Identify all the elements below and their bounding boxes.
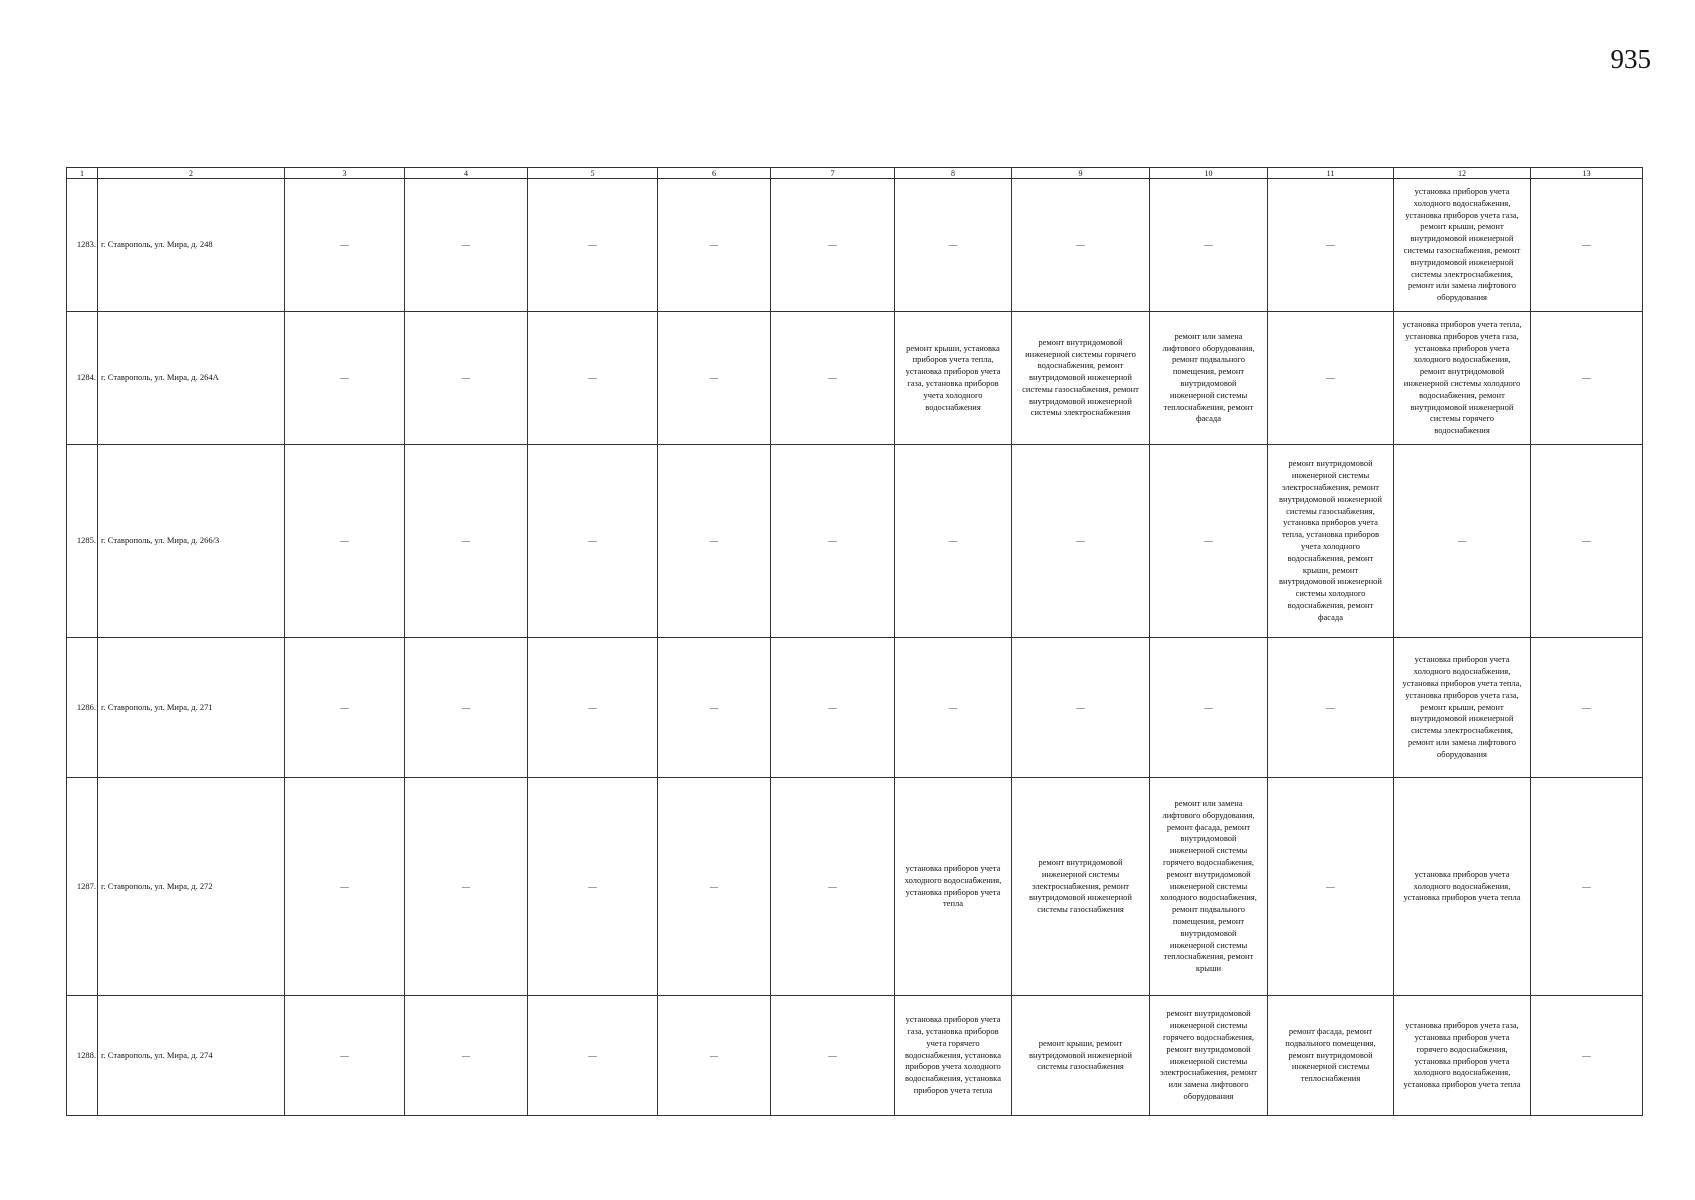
table-row bbox=[67, 778, 1643, 996]
empty-dash-cell: — bbox=[658, 179, 771, 312]
empty-dash-cell: — bbox=[1268, 638, 1394, 778]
empty-dash-cell: — bbox=[285, 638, 405, 778]
empty-dash-cell: — bbox=[528, 778, 658, 996]
column-number-header: 11 bbox=[1268, 168, 1394, 179]
works-cell: установка приборов учета газа, установка приборов учета горячего водоснабжения, установка приборов учета холодного водоснабжения, установка приборов учета тепла bbox=[895, 996, 1012, 1116]
capital-repair-table bbox=[66, 167, 1643, 1116]
empty-dash-cell: — bbox=[405, 179, 528, 312]
empty-dash-cell: — bbox=[1012, 179, 1150, 312]
works-cell: ремонт внутридомовой инженерной системы электроснабжения, ремонт внутридомовой инженерной системы газоснабжения bbox=[1012, 778, 1150, 996]
empty-dash-cell: — bbox=[1012, 445, 1150, 638]
empty-dash-cell: — bbox=[658, 996, 771, 1116]
empty-dash-cell: — bbox=[528, 312, 658, 445]
empty-dash-cell: — bbox=[1531, 312, 1643, 445]
empty-dash-cell: — bbox=[1268, 179, 1394, 312]
empty-dash-cell: — bbox=[1150, 445, 1268, 638]
row-number: 1285. bbox=[67, 445, 98, 638]
empty-dash-cell: — bbox=[528, 445, 658, 638]
empty-dash-cell: — bbox=[1394, 445, 1531, 638]
empty-dash-cell: — bbox=[528, 638, 658, 778]
empty-dash-cell: — bbox=[1531, 996, 1643, 1116]
table-body bbox=[67, 179, 1643, 1116]
works-cell: установка приборов учета тепла, установка приборов учета газа, установка приборов учета холодного водоснабжения, ремонт внутридомовой инженерной системы холодного водоснабжения, ремонт внутридомовой инженерной системы горячего водоснабжения bbox=[1394, 312, 1531, 445]
works-cell: установка приборов учета холодного водоснабжения, установка приборов учета тепла, установка приборов учета газа, ремонт крыши, ремонт внутридомовой инженерной системы электроснабжения, ремонт или замена лифтового оборудования bbox=[1394, 638, 1531, 778]
column-number-header: 8 bbox=[895, 168, 1012, 179]
empty-dash-cell: — bbox=[1268, 778, 1394, 996]
works-cell: ремонт внутридомовой инженерной системы горячего водоснабжения, ремонт внутридомовой инженерной системы электроснабжения, ремонт или замена лифтового оборудования bbox=[1150, 996, 1268, 1116]
works-cell: ремонт или замена лифтового оборудования, ремонт подвального помещения, ремонт внутридомовой инженерной системы теплоснабжения, ремонт фасада bbox=[1150, 312, 1268, 445]
empty-dash-cell: — bbox=[771, 638, 895, 778]
empty-dash-cell: — bbox=[658, 638, 771, 778]
empty-dash-cell: — bbox=[285, 312, 405, 445]
column-number-header: 7 bbox=[771, 168, 895, 179]
empty-dash-cell: — bbox=[1531, 638, 1643, 778]
page-number: 935 bbox=[1610, 44, 1651, 74]
empty-dash-cell: — bbox=[405, 445, 528, 638]
empty-dash-cell: — bbox=[405, 638, 528, 778]
works-cell: ремонт внутридомовой инженерной системы электроснабжения, ремонт внутридомовой инженерной системы газоснабжения, установка приборов учета тепла, установка приборов учета холодного водоснабжения, ремонт крыши, ремонт внутридомовой инженерной системы холодного водоснабжения, ремонт фасада bbox=[1268, 445, 1394, 638]
row-number: 1287. bbox=[67, 778, 98, 996]
address-cell: г. Ставрополь, ул. Мира, д. 272 bbox=[98, 778, 285, 996]
column-number-header: 2 bbox=[98, 168, 285, 179]
works-cell: установка приборов учета холодного водоснабжения, установка приборов учета газа, ремонт крыши, ремонт внутридомовой инженерной системы газоснабжения, ремонт внутридомовой инженерной системы электроснабжения, ремонт или замена лифтового оборудования bbox=[1394, 179, 1531, 312]
empty-dash-cell: — bbox=[658, 778, 771, 996]
column-number-header: 13 bbox=[1531, 168, 1643, 179]
empty-dash-cell: — bbox=[771, 996, 895, 1116]
column-number-header: 12 bbox=[1394, 168, 1531, 179]
works-cell: установка приборов учета газа, установка приборов учета горячего водоснабжения, установка приборов учета холодного водоснабжения, установка приборов учета тепла bbox=[1394, 996, 1531, 1116]
works-cell: установка приборов учета холодного водоснабжения, установка приборов учета тепла bbox=[1394, 778, 1531, 996]
address-cell: г. Ставрополь, ул. Мира, д. 264А bbox=[98, 312, 285, 445]
works-cell: ремонт фасада, ремонт подвального помещения, ремонт внутридомовой инженерной системы теплоснабжения bbox=[1268, 996, 1394, 1116]
row-number: 1288. bbox=[67, 996, 98, 1116]
empty-dash-cell: — bbox=[895, 445, 1012, 638]
empty-dash-cell: — bbox=[285, 179, 405, 312]
address-cell: г. Ставрополь, ул. Мира, д. 266/3 bbox=[98, 445, 285, 638]
empty-dash-cell: — bbox=[1531, 179, 1643, 312]
column-number-header: 3 bbox=[285, 168, 405, 179]
empty-dash-cell: — bbox=[528, 179, 658, 312]
empty-dash-cell: — bbox=[1150, 638, 1268, 778]
empty-dash-cell: — bbox=[895, 638, 1012, 778]
address-cell: г. Ставрополь, ул. Мира, д. 271 bbox=[98, 638, 285, 778]
column-number-header: 10 bbox=[1150, 168, 1268, 179]
empty-dash-cell: — bbox=[771, 312, 895, 445]
address-cell: г. Ставрополь, ул. Мира, д. 248 bbox=[98, 179, 285, 312]
empty-dash-cell: — bbox=[658, 312, 771, 445]
column-number-header: 5 bbox=[528, 168, 658, 179]
works-cell: ремонт крыши, ремонт внутридомовой инженерной системы газоснабжения bbox=[1012, 996, 1150, 1116]
table-row bbox=[67, 638, 1643, 778]
empty-dash-cell: — bbox=[1531, 445, 1643, 638]
row-number: 1283. bbox=[67, 179, 98, 312]
empty-dash-cell: — bbox=[285, 778, 405, 996]
column-number-row bbox=[67, 168, 1643, 179]
empty-dash-cell: — bbox=[658, 445, 771, 638]
works-cell: ремонт или замена лифтового оборудования, ремонт фасада, ремонт внутридомовой инженерной системы горячего водоснабжения, ремонт внутридомовой инженерной системы холодного водоснабжения, ремонт подвального помещения, ремонт внутридомовой инженерной системы теплоснабжения, ремонт крыши bbox=[1150, 778, 1268, 996]
row-number: 1286. bbox=[67, 638, 98, 778]
column-number-header: 6 bbox=[658, 168, 771, 179]
table-row bbox=[67, 179, 1643, 312]
column-number-header: 9 bbox=[1012, 168, 1150, 179]
empty-dash-cell: — bbox=[1268, 312, 1394, 445]
empty-dash-cell: — bbox=[771, 778, 895, 996]
table-row bbox=[67, 996, 1643, 1116]
table-row bbox=[67, 312, 1643, 445]
row-number: 1284. bbox=[67, 312, 98, 445]
empty-dash-cell: — bbox=[1531, 778, 1643, 996]
empty-dash-cell: — bbox=[1012, 638, 1150, 778]
column-number-header: 4 bbox=[405, 168, 528, 179]
empty-dash-cell: — bbox=[771, 445, 895, 638]
column-number-header: 1 bbox=[67, 168, 98, 179]
empty-dash-cell: — bbox=[405, 996, 528, 1116]
empty-dash-cell: — bbox=[285, 996, 405, 1116]
address-cell: г. Ставрополь, ул. Мира, д. 274 bbox=[98, 996, 285, 1116]
empty-dash-cell: — bbox=[771, 179, 895, 312]
empty-dash-cell: — bbox=[1150, 179, 1268, 312]
empty-dash-cell: — bbox=[895, 179, 1012, 312]
empty-dash-cell: — bbox=[405, 312, 528, 445]
empty-dash-cell: — bbox=[528, 996, 658, 1116]
empty-dash-cell: — bbox=[405, 778, 528, 996]
empty-dash-cell: — bbox=[285, 445, 405, 638]
table-row bbox=[67, 445, 1643, 638]
works-cell: ремонт крыши, установка приборов учета тепла, установка приборов учета газа, установка приборов учета холодного водоснабжения bbox=[895, 312, 1012, 445]
works-cell: установка приборов учета холодного водоснабжения, установка приборов учета тепла bbox=[895, 778, 1012, 996]
works-cell: ремонт внутридомовой инженерной системы горячего водоснабжения, ремонт внутридомовой инженерной системы газоснабжения, ремонт внутридомовой инженерной системы электроснабжения bbox=[1012, 312, 1150, 445]
